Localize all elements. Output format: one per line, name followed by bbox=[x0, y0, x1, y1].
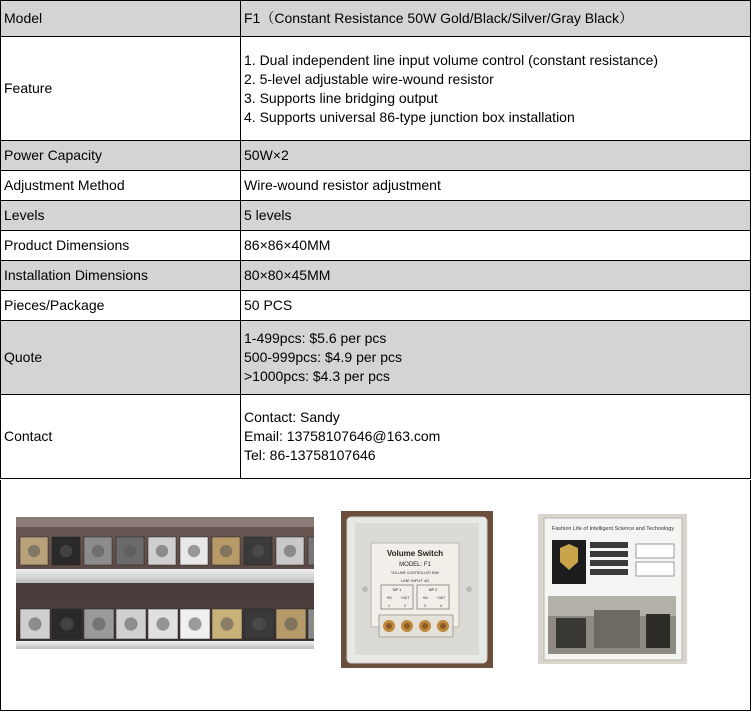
knob-icon bbox=[124, 545, 136, 557]
terminal-3-text: 3 bbox=[424, 604, 426, 608]
spec-value bbox=[241, 141, 751, 171]
knob-icon bbox=[252, 617, 265, 630]
module-line-input-text: LINE INPUT 4Ω bbox=[400, 578, 430, 583]
module-illustration bbox=[341, 511, 493, 668]
in-out-2-text: +OUT bbox=[400, 596, 410, 600]
in-out-1-text: +IN bbox=[386, 596, 392, 600]
terminal-2-text: 2 bbox=[404, 604, 406, 608]
spec-label: Levels bbox=[1, 201, 241, 231]
knob-icon bbox=[28, 545, 40, 557]
spec-value-line: 5 levels bbox=[244, 207, 292, 223]
product-shelf-photo bbox=[16, 517, 314, 649]
spec-row bbox=[1, 395, 751, 479]
knob-icon bbox=[124, 617, 137, 630]
spec-label: Adjustment Method bbox=[1, 171, 241, 201]
spec-value bbox=[241, 291, 751, 321]
spec-value bbox=[241, 171, 751, 201]
spec-value-line: 4. Supports universal 86-type junction box installation bbox=[244, 108, 575, 125]
spec-value-line: Tel: 86-13758107646 bbox=[244, 447, 376, 463]
switch-panel bbox=[308, 537, 314, 565]
in-out-4-text: +OUT bbox=[436, 596, 446, 600]
spec-value-line: 500-999pcs: $4.9 per pcs bbox=[244, 349, 402, 365]
spec-value bbox=[241, 37, 751, 141]
spec-row bbox=[1, 141, 751, 171]
module-title-text: Volume Switch bbox=[386, 549, 444, 558]
spec-value-line: 3. Supports line bridging output bbox=[244, 89, 438, 106]
spec-value-line: Wire-wound resistor adjustment bbox=[244, 177, 441, 193]
spec-label: Quote bbox=[1, 321, 241, 395]
knob-icon bbox=[220, 617, 233, 630]
spec-row bbox=[1, 171, 751, 201]
spec-row bbox=[1, 1, 751, 37]
spec-row bbox=[1, 321, 751, 395]
spec-value bbox=[241, 1, 751, 37]
spec-row bbox=[1, 261, 751, 291]
spec-label: Contact bbox=[1, 395, 241, 479]
box-heading-text: Fashion Life of Intelligent Science and Technology bbox=[551, 526, 675, 532]
spec-value bbox=[241, 261, 751, 291]
np2-text: NP 2 bbox=[428, 587, 438, 592]
spec-label: Power Capacity bbox=[1, 141, 241, 171]
spec-value-line: Email: 13758107646@163.com bbox=[244, 428, 441, 444]
terminal-4-text: 4 bbox=[440, 604, 442, 608]
knob-icon bbox=[284, 545, 296, 557]
terminal-1-text: 1 bbox=[388, 604, 390, 608]
spec-value-line: Contact: Sandy bbox=[244, 409, 340, 425]
box-illustration bbox=[538, 514, 687, 664]
knob-icon bbox=[60, 545, 72, 557]
switch-panel bbox=[308, 609, 314, 639]
module-model-text: MODEL: F1 bbox=[399, 562, 431, 568]
packaging-box-photo bbox=[538, 514, 687, 664]
terminal-screws bbox=[379, 615, 453, 637]
spec-label: Model bbox=[1, 1, 241, 37]
knob-icon bbox=[92, 545, 104, 557]
spec-row bbox=[1, 201, 751, 231]
product-photos-area bbox=[0, 480, 751, 711]
spec-label: Pieces/Package bbox=[1, 291, 241, 321]
knob-icon bbox=[28, 617, 41, 630]
spec-row bbox=[1, 231, 751, 261]
knob-icon bbox=[188, 617, 201, 630]
module-subtitle-text: VOLUME CONTROLLER 50W bbox=[391, 571, 439, 575]
spec-value bbox=[241, 201, 751, 231]
shelf-illustration bbox=[16, 517, 314, 649]
np1-text: NP 1 bbox=[392, 587, 402, 592]
spec-value-line: 1. Dual independent line input volume control (constant resistance) bbox=[244, 51, 659, 68]
spec-label: Feature bbox=[1, 37, 241, 141]
spec-value-line: >1000pcs: $4.3 per pcs bbox=[244, 368, 390, 384]
spec-value bbox=[241, 231, 751, 261]
knob-icon bbox=[92, 617, 105, 630]
knob-icon bbox=[220, 545, 232, 557]
spec-row bbox=[1, 291, 751, 321]
module-back-photo bbox=[341, 511, 493, 668]
spec-label: Installation Dimensions bbox=[1, 261, 241, 291]
spec-label: Product Dimensions bbox=[1, 231, 241, 261]
spec-value-line: 80×80×45MM bbox=[244, 267, 331, 283]
knob-icon bbox=[188, 545, 200, 557]
spec-value-line: F1（Constant Resistance 50W Gold/Black/Silver/Gray Black） bbox=[244, 10, 634, 26]
spec-value bbox=[241, 395, 751, 479]
spec-table-body bbox=[1, 1, 751, 479]
spec-value-line: 86×86×40MM bbox=[244, 237, 331, 253]
spec-row bbox=[1, 37, 751, 141]
spec-value-line: 50W×2 bbox=[244, 147, 289, 163]
knob-icon bbox=[284, 617, 297, 630]
knob-icon bbox=[252, 545, 264, 557]
spec-value bbox=[241, 321, 751, 395]
spec-value-line: 2. 5-level adjustable wire-wound resistor bbox=[244, 70, 494, 87]
knob-icon bbox=[156, 545, 168, 557]
knob-icon bbox=[60, 617, 73, 630]
spec-value-line: 50 PCS bbox=[244, 297, 293, 313]
spec-value-line: 1-499pcs: $5.6 per pcs bbox=[244, 330, 387, 346]
knob-icon bbox=[156, 617, 169, 630]
in-out-3-text: +IN bbox=[422, 596, 428, 600]
